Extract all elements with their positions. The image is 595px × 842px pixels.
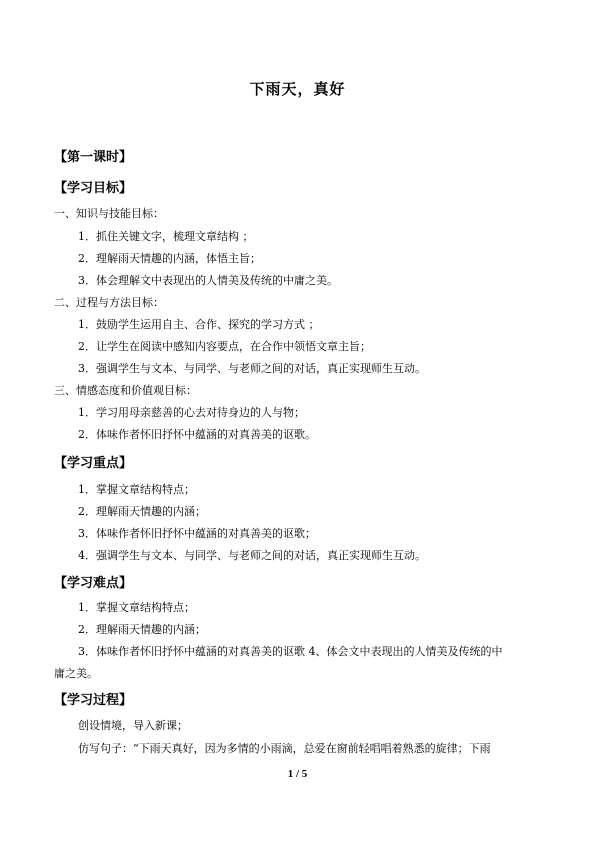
section-heading-difficulties: 【学习难点】 bbox=[54, 576, 133, 591]
difficulty-item: 3．体味作者怀旧抒怀中蕴涵的对真善美的讴歌 4、体会文中表现出的人情美及传统的中 bbox=[78, 645, 503, 658]
objective-category-3: 三、情感态度和价值观目标： bbox=[54, 384, 197, 397]
difficulty-item-continuation: 庸之美。 bbox=[54, 667, 98, 680]
difficulty-item: 1．掌握文章结构特点； bbox=[78, 601, 195, 614]
objective-category-1: 一、知识与技能目标： bbox=[54, 207, 164, 220]
process-paragraph: 创设情境，导入新课； bbox=[78, 719, 188, 732]
objective-item: 2．体味作者怀旧抒怀中蕴涵的对真善美的讴歌。 bbox=[78, 428, 316, 441]
page-number: 1 / 5 bbox=[287, 768, 308, 780]
section-heading-key-points: 【学习重点】 bbox=[54, 456, 133, 471]
section-heading-period: 【第一课时】 bbox=[54, 150, 133, 165]
process-paragraph: 仿写句子：“下雨天真好，因为多情的小雨滴，总爱在窗前轻唱唱着熟悉的旋律；下雨 bbox=[78, 742, 491, 755]
objective-item: 1．抓住关键文字，梳理文章结构 ； bbox=[78, 230, 254, 243]
objective-item: 1．鼓励学生运用自主、合作、探究的学习方式 ； bbox=[78, 318, 320, 331]
section-heading-objectives: 【学习目标】 bbox=[54, 181, 133, 196]
objective-item: 3．体会理解文中表现出的人情美及传统的中庸之美。 bbox=[78, 274, 338, 287]
key-point-item: 1．掌握文章结构特点； bbox=[78, 483, 195, 496]
objective-item: 1．学习用母亲慈善的心去对待身边的人与物； bbox=[78, 406, 305, 419]
objective-item: 2．理解雨天情趣的内涵，体悟主旨； bbox=[78, 252, 261, 265]
section-heading-process: 【学习过程】 bbox=[54, 693, 133, 708]
objective-category-2: 二、过程与方法目标： bbox=[54, 296, 164, 309]
key-point-item: 4．强调学生与文本、与同学、与老师之间的对话，真正实现师生互动。 bbox=[78, 549, 426, 562]
objective-item: 3．强调学生与文本、与同学、与老师之间的对话，真正实现师生互动。 bbox=[78, 362, 426, 375]
difficulty-item: 2．理解雨天情趣的内涵； bbox=[78, 623, 206, 636]
document-title: 下雨天，真好 bbox=[249, 80, 346, 98]
key-point-item: 2．理解雨天情趣的内涵； bbox=[78, 505, 206, 518]
objective-item: 2．让学生在阅读中感知内容要点，在合作中领悟文章主旨； bbox=[78, 340, 371, 353]
key-point-item: 3．体味作者怀旧抒怀中蕴涵的对真善美的讴歌； bbox=[78, 527, 316, 540]
